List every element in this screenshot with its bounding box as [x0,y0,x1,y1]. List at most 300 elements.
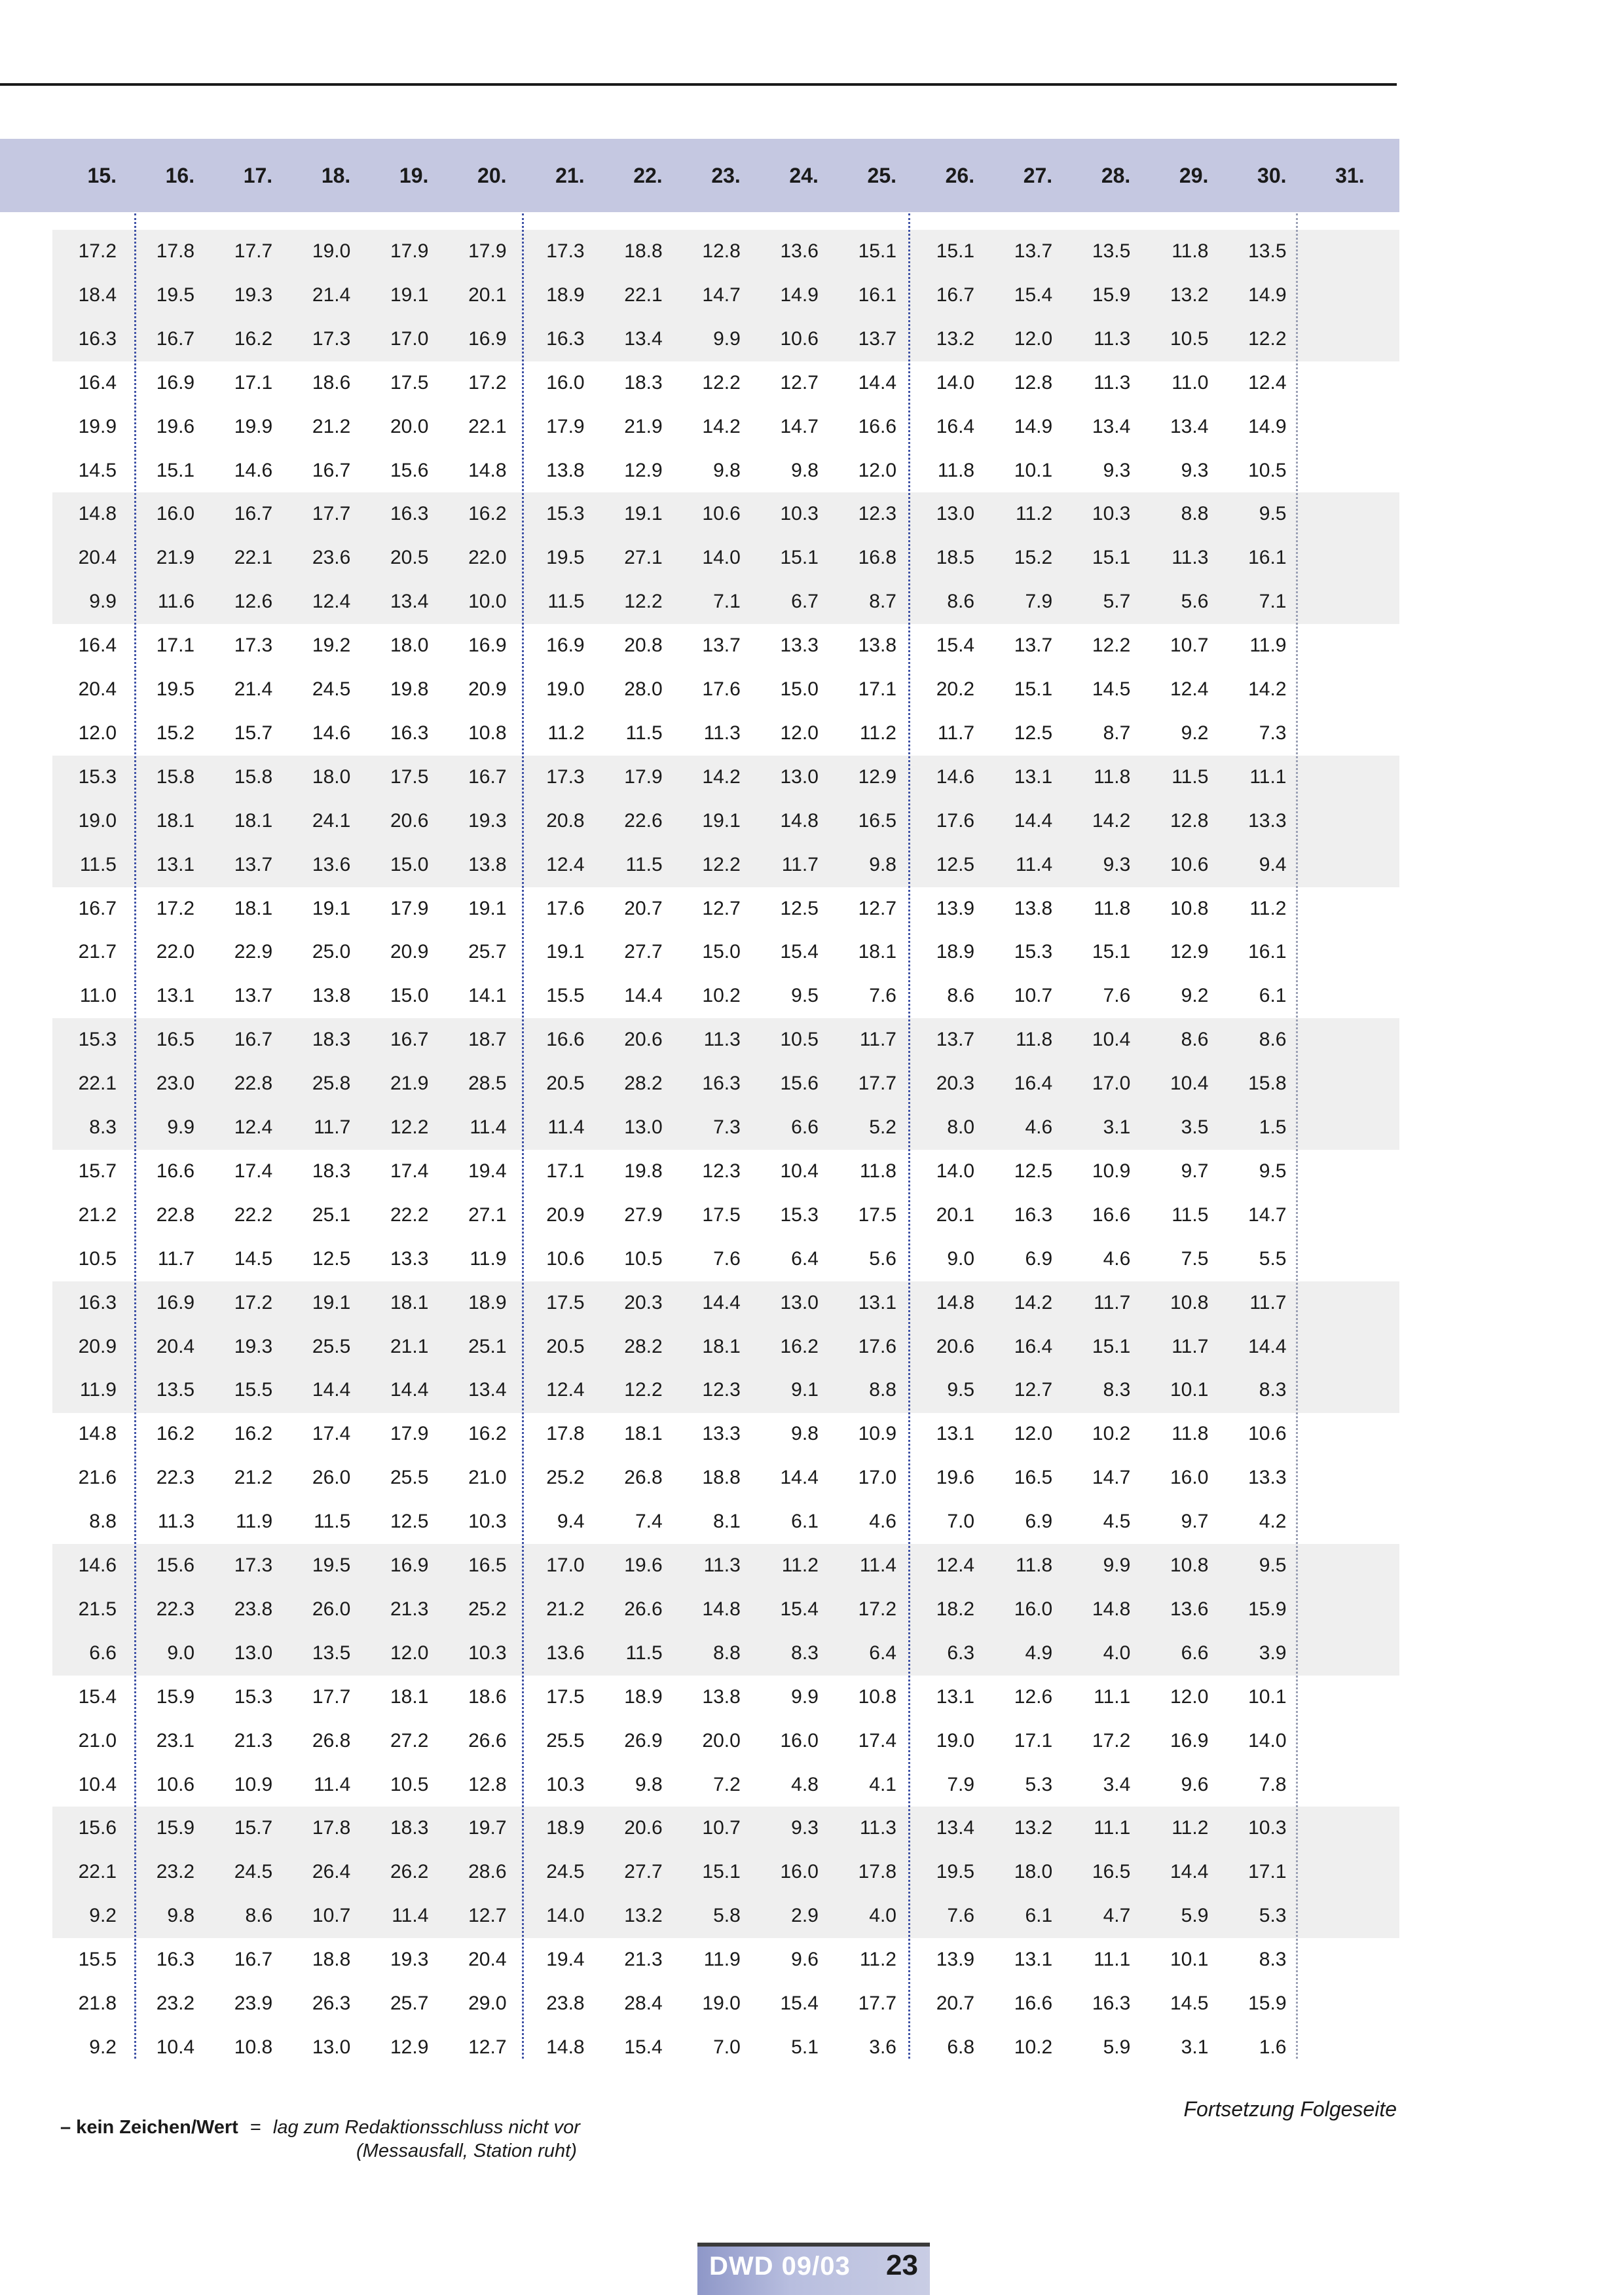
table-cell: 17.3 [546,765,585,788]
table-cell: 14.0 [1248,1729,1287,1752]
table-cell: 12.8 [1014,371,1053,394]
day-header-cell: 29. [1179,164,1209,187]
table-cell: 14.4 [312,1379,351,1401]
table-cell: 13.1 [1014,1949,1053,1971]
table-cell: 16.0 [780,1861,819,1883]
table-cell: 27.1 [624,547,663,569]
table-cell: 19.0 [312,240,351,262]
table-cell: 21.9 [156,547,195,569]
table-cell: 15.4 [624,2036,663,2058]
table-cell: 11.5 [314,1511,351,1533]
table-cell: 6.9 [1025,1247,1053,1270]
table-cell: 13.4 [624,327,663,350]
table-cell: 11.5 [1172,765,1209,788]
table-cell: 10.8 [1170,1554,1209,1576]
table-cell: 13.6 [780,240,819,262]
table-cell: 18.1 [156,809,195,832]
table-cell: 16.6 [1092,1203,1131,1226]
table-cell: 8.8 [89,1511,117,1533]
table-cell: 19.9 [234,415,273,437]
table-cell: 18.9 [546,1817,585,1839]
table-cell: 12.5 [780,897,819,919]
table-cell: 16.5 [156,1029,195,1051]
table-cell: 16.3 [1092,1992,1131,2014]
table-cell: 16.5 [1092,1861,1131,1883]
day-header-cell: 17. [243,164,273,187]
table-cell: 9.2 [89,1905,117,1927]
table-cell: 14.8 [546,2036,585,2058]
table-cell: 18.8 [312,1949,351,1971]
table-cell: 13.1 [156,853,195,875]
table-cell: 11.2 [1016,503,1053,525]
table-cell: 18.5 [936,547,975,569]
table-cell: 6.6 [1181,1642,1209,1664]
table-cell: 15.9 [1248,1598,1287,1620]
badge-top-line [697,2243,930,2247]
table-cell: 11.7 [1249,1291,1287,1313]
table-cell: 10.4 [1170,1073,1209,1095]
table-cell: 17.2 [234,1291,273,1313]
table-cell: 12.2 [624,1379,663,1401]
table-cell: 11.3 [703,722,741,744]
table-cell: 14.6 [234,459,273,481]
table-cell: 13.0 [780,765,819,788]
table-cell: 13.3 [1248,809,1287,832]
table-cell: 19.2 [312,634,351,657]
table-cell: 11.7 [1172,1335,1209,1357]
table-cell: 17.8 [546,1423,585,1445]
table-cell: 9.2 [89,2036,117,2058]
table-cell: 12.9 [858,765,896,788]
table-cell: 8.8 [869,1379,896,1401]
legend-equals: = [249,2117,261,2138]
table-cell: 15.8 [234,765,273,788]
table-cell: 15.0 [390,985,429,1007]
table-cell: 20.8 [546,809,585,832]
table-cell: 17.6 [702,678,741,700]
table-cell: 3.4 [1103,1773,1131,1795]
table-cell: 5.3 [1259,1905,1287,1927]
table-cell: 21.4 [312,284,351,306]
table-cell: 17.5 [858,1203,896,1226]
table-cell: 14.2 [702,415,741,437]
table-cell: 11.7 [937,722,975,744]
table-cell: 25.1 [312,1203,351,1226]
table-cell: 15.3 [1014,941,1053,963]
table-cell: 14.0 [546,1905,585,1927]
table-cell: 10.3 [468,1511,507,1533]
table-cell: 11.9 [236,1511,273,1533]
table-cell: 15.9 [156,1685,195,1708]
table-cell: 6.7 [791,591,819,613]
table-cell: 17.9 [546,415,585,437]
table-cell: 11.7 [859,1029,896,1051]
table-cell: 10.9 [858,1423,896,1445]
table-cell: 17.5 [546,1291,585,1313]
table-cell: 10.7 [702,1817,741,1839]
table-cell: 12.5 [390,1511,429,1533]
table-cell: 9.8 [713,459,741,481]
table-cell: 9.8 [791,1423,819,1445]
table-cell: 14.8 [78,503,117,525]
table-cell: 23.2 [156,1992,195,2014]
table-cell: 16.9 [156,1291,195,1313]
table-cell: 13.8 [546,459,585,481]
table-cell: 3.6 [869,2036,896,2058]
table-cell: 18.0 [312,765,351,788]
table-cell: 16.6 [156,1160,195,1182]
table-cell: 13.7 [234,985,273,1007]
table-cell: 6.1 [1025,1905,1053,1927]
table-cell: 13.5 [156,1379,195,1401]
table-cell: 15.1 [1092,941,1131,963]
table-cell: 12.9 [1170,941,1209,963]
table-cell: 15.3 [234,1685,273,1708]
table-cell: 11.4 [1016,853,1053,875]
table-cell: 14.5 [78,459,117,481]
table-cell: 17.7 [234,240,273,262]
table-cell: 17.8 [156,240,195,262]
table-cell: 23.0 [156,1073,195,1095]
table-cell: 16.9 [1170,1729,1209,1752]
table-cell: 8.6 [1259,1029,1287,1051]
table-cell: 18.9 [624,1685,663,1708]
brand-label: DWD 09/03 [709,2252,851,2281]
table-cell: 5.2 [869,1116,896,1138]
table-cell: 15.3 [546,503,585,525]
table-cell: 18.7 [468,1029,507,1051]
table-cell: 7.6 [869,985,896,1007]
table-cell: 18.3 [390,1817,429,1839]
table-cell: 14.5 [234,1247,273,1270]
table-cell: 15.2 [156,722,195,744]
table-cell: 13.8 [468,853,507,875]
table-cell: 12.4 [936,1554,975,1576]
table-cell: 13.7 [858,327,896,350]
table-cell: 19.6 [624,1554,663,1576]
table-cell: 7.9 [1025,591,1053,613]
table-cell: 9.6 [791,1949,819,1971]
table-cell: 6.6 [89,1642,117,1664]
table-cell: 16.9 [156,371,195,394]
table-cell: 3.1 [1181,2036,1209,2058]
table-cell: 16.0 [546,371,585,394]
table-cell: 25.1 [468,1335,507,1357]
table-cell: 13.5 [1092,240,1131,262]
table-cell: 21.5 [78,1598,117,1620]
table-cell: 20.3 [936,1073,975,1095]
table-cell: 15.3 [78,765,117,788]
table-cell: 6.6 [791,1116,819,1138]
table-cell: 24.5 [234,1861,273,1883]
table-cell: 8.6 [947,985,975,1007]
table-cell: 26.8 [624,1467,663,1489]
table-cell: 17.5 [546,1685,585,1708]
table-cell: 3.5 [1181,1116,1209,1138]
table-cell: 20.6 [936,1335,975,1357]
table-cell: 22.0 [468,547,507,569]
table-cell: 15.5 [234,1379,273,1401]
table-cell: 18.0 [1014,1861,1053,1883]
table-cell: 21.3 [390,1598,429,1620]
table-cell: 17.0 [390,327,429,350]
table-cell: 21.0 [468,1467,507,1489]
table-cell: 9.1 [791,1379,819,1401]
table-cell: 19.3 [468,809,507,832]
table-cell: 14.8 [936,1291,975,1313]
table-cell: 8.0 [947,1116,975,1138]
table-cell: 7.3 [713,1116,741,1138]
table-cell: 10.1 [1170,1949,1209,1971]
table-cell: 11.4 [314,1773,351,1795]
table-cell: 14.4 [1170,1861,1209,1883]
table-cell: 17.7 [312,1685,351,1708]
table-cell: 17.8 [858,1861,896,1883]
day-header-cell: 24. [789,164,819,187]
table-cell: 10.3 [468,1642,507,1664]
table-cell: 8.3 [89,1116,117,1138]
table-cell: 5.9 [1103,2036,1131,2058]
table-cell: 12.3 [702,1379,741,1401]
table-cell: 12.5 [1014,1160,1053,1182]
table-cell: 11.3 [859,1817,896,1839]
table-cell: 19.5 [936,1861,975,1883]
day-header-cell: 16. [165,164,195,187]
table-cell: 9.6 [1181,1773,1209,1795]
table-cell: 10.7 [1014,985,1053,1007]
table-cell: 7.9 [947,1773,975,1795]
table-cell: 5.1 [791,2036,819,2058]
table-cell: 11.4 [470,1116,507,1138]
table-cell: 21.4 [234,678,273,700]
table-cell: 10.7 [1170,634,1209,657]
table-cell: 11.3 [1094,327,1131,350]
table-cell: 17.9 [390,1423,429,1445]
table-cell: 14.9 [1248,415,1287,437]
table-cell: 16.3 [702,1073,741,1095]
table-cell: 8.6 [245,1905,273,1927]
table-cell: 18.1 [234,897,273,919]
table-cell: 17.3 [312,327,351,350]
table-cell: 12.4 [312,591,351,613]
table-cell: 17.1 [546,1160,585,1182]
table-cell: 19.6 [936,1467,975,1489]
table-cell: 10.3 [1092,503,1131,525]
table-cell: 10.8 [468,722,507,744]
table-cell: 14.2 [1248,678,1287,700]
table-cell: 18.1 [234,809,273,832]
table-cell: 13.0 [234,1642,273,1664]
table-cell: 17.2 [156,897,195,919]
table-cell: 10.5 [1248,459,1287,481]
table-cell: 5.8 [713,1905,741,1927]
table-cell: 16.7 [78,897,117,919]
table-cell: 20.4 [156,1335,195,1357]
table-cell: 7.3 [1259,722,1287,744]
table-cell: 19.1 [702,809,741,832]
table-cell: 17.2 [1092,1729,1131,1752]
table-cell: 11.3 [1172,547,1209,569]
table-cell: 11.7 [781,853,819,875]
table-cell: 9.2 [1181,985,1209,1007]
table-cell: 12.2 [702,853,741,875]
table-cell: 28.6 [468,1861,507,1883]
table-cell: 18.1 [624,1423,663,1445]
table-cell: 19.1 [468,897,507,919]
table-cell: 21.2 [78,1203,117,1226]
table-cell: 11.3 [1094,371,1131,394]
table-cell: 15.4 [78,1685,117,1708]
table-cell: 24.1 [312,809,351,832]
table-cell: 13.0 [312,2036,351,2058]
table-cell: 14.2 [1092,809,1131,832]
table-cell: 11.3 [703,1029,741,1051]
table-cell: 16.4 [936,415,975,437]
table-cell: 4.6 [1025,1116,1053,1138]
legend-line2: (Messausfall, Station ruht) [356,2140,577,2161]
table-cell: 11.8 [1016,1029,1053,1051]
table-cell: 16.0 [1014,1598,1053,1620]
table-cell: 19.4 [468,1160,507,1182]
table-cell: 13.3 [1248,1467,1287,1489]
table-cell: 10.3 [1248,1817,1287,1839]
table-cell: 17.1 [156,634,195,657]
table-cell: 15.6 [390,459,429,481]
table-cell: 19.1 [312,897,351,919]
table-cell: 14.4 [390,1379,429,1401]
table-cell: 16.7 [312,459,351,481]
table-cell: 12.0 [858,459,896,481]
table-cell: 15.6 [780,1073,819,1095]
table-cell: 22.1 [234,547,273,569]
table-cell: 16.9 [390,1554,429,1576]
table-cell: 2.9 [791,1905,819,1927]
table-cell: 13.0 [780,1291,819,1313]
table-cell: 15.1 [1014,678,1053,700]
table-cell: 20.2 [936,678,975,700]
table-cell: 19.0 [936,1729,975,1752]
column-separator [1296,213,1298,2059]
table-cell: 19.1 [546,941,585,963]
table-cell: 25.5 [312,1335,351,1357]
table-cell: 12.3 [702,1160,741,1182]
table-cell: 20.4 [78,547,117,569]
table-cell: 15.5 [78,1949,117,1971]
column-separator [908,213,910,2059]
table-cell: 9.0 [167,1642,195,1664]
table-cell: 16.3 [78,1291,117,1313]
table-cell: 10.8 [1170,897,1209,919]
table-cell: 13.9 [936,1949,975,1971]
table-cell: 16.9 [546,634,585,657]
table-cell: 28.5 [468,1073,507,1095]
table-cell: 17.2 [468,371,507,394]
column-separator [134,213,136,2059]
table-cell: 15.1 [156,459,195,481]
table-cell: 13.5 [312,1642,351,1664]
table-cell: 18.1 [390,1685,429,1708]
table-cell: 20.7 [624,897,663,919]
day-header-cell: 28. [1101,164,1131,187]
table-cell: 12.4 [234,1116,273,1138]
table-cell: 11.5 [625,853,663,875]
table-cell: 12.2 [1248,327,1287,350]
table-cell: 13.2 [624,1905,663,1927]
table-cell: 11.4 [859,1554,896,1576]
table-cell: 7.1 [1259,591,1287,613]
table-cell: 1.6 [1259,2036,1287,2058]
table-cell: 16.3 [1014,1203,1053,1226]
table-cell: 15.0 [702,941,741,963]
table-cell: 10.5 [390,1773,429,1795]
table-cell: 12.5 [312,1247,351,1270]
table-cell: 20.6 [624,1817,663,1839]
table-cell: 13.4 [936,1817,975,1839]
table-cell: 16.7 [234,1029,273,1051]
table-cell: 14.4 [624,985,663,1007]
table-cell: 5.7 [1103,591,1131,613]
table-cell: 28.2 [624,1073,663,1095]
table-cell: 12.2 [624,591,663,613]
table-cell: 9.9 [1103,1554,1131,1576]
table-cell: 7.1 [713,591,741,613]
table-cell: 7.0 [947,1511,975,1533]
table-cell: 18.8 [702,1467,741,1489]
table-cell: 5.6 [1181,591,1209,613]
table-cell: 13.1 [936,1423,975,1445]
table-cell: 5.5 [1259,1247,1287,1270]
table-cell: 23.8 [234,1598,273,1620]
table-cell: 16.7 [390,1029,429,1051]
table-cell: 10.7 [312,1905,351,1927]
table-cell: 15.4 [1014,284,1053,306]
table-cell: 10.1 [1170,1379,1209,1401]
table-cell: 12.8 [702,240,741,262]
table-cell: 17.3 [234,1554,273,1576]
table-cell: 14.0 [936,371,975,394]
table-cell: 4.8 [791,1773,819,1795]
table-cell: 17.2 [78,240,117,262]
table-cell: 13.1 [858,1291,896,1313]
legend-line1: lag zum Redaktionsschluss nicht vor [272,2117,580,2138]
table-cell: 10.6 [780,327,819,350]
table-cell: 15.6 [156,1554,195,1576]
table-cell: 9.8 [635,1773,663,1795]
table-cell: 11.0 [1172,371,1209,394]
table-cell: 10.4 [156,2036,195,2058]
table-cell: 4.5 [1103,1511,1131,1533]
table-cell: 4.1 [869,1773,896,1795]
table-cell: 8.7 [1103,722,1131,744]
table-cell: 13.1 [936,1685,975,1708]
table-cell: 22.6 [624,809,663,832]
table-cell: 27.2 [390,1729,429,1752]
table-cell: 16.3 [390,503,429,525]
table-cell: 11.2 [781,1554,819,1576]
table-cell: 6.1 [791,1511,819,1533]
table-cell: 15.2 [1014,547,1053,569]
table-cell: 14.0 [702,547,741,569]
table-cell: 13.7 [702,634,741,657]
table-cell: 16.5 [468,1554,507,1576]
table-cell: 12.6 [234,591,273,613]
table-cell: 1.5 [1259,1116,1287,1138]
table-cell: 22.1 [78,1073,117,1095]
table-cell: 17.4 [312,1423,351,1445]
table-cell: 14.4 [1248,1335,1287,1357]
table-cell: 21.0 [78,1729,117,1752]
table-cell: 18.1 [702,1335,741,1357]
